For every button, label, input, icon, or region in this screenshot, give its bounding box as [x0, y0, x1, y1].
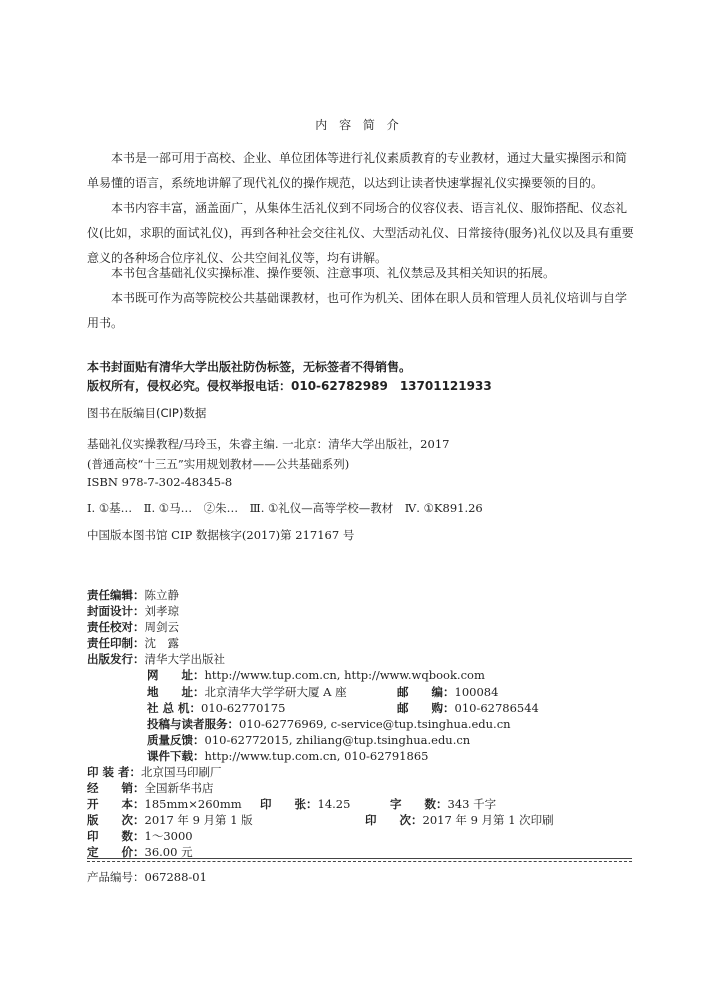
product-code-label: 产品编号：	[87, 870, 145, 884]
credit-label: 印 张：	[260, 797, 318, 811]
credit-value: 北京清华大学学研大厦 A 座	[204, 685, 347, 699]
credit-label: 开 本：	[87, 797, 145, 811]
credit-value: 343 千字	[447, 797, 497, 811]
credit-label: 社 总 机：	[147, 701, 202, 715]
credit-label: 出版发行：	[87, 652, 145, 666]
credit-label: 印 数：	[87, 829, 145, 843]
spec-printing	[365, 809, 554, 828]
credit-label: 质量反馈：	[147, 733, 205, 747]
credit-label: 投稿与读者服务：	[147, 717, 239, 731]
credit-label: 网 址：	[147, 668, 205, 682]
summary-title: 内 容 简 介	[315, 118, 403, 132]
summary-paragraph-3: 本书包含基础礼仪实操标准、操作要领、注意事项、礼仪禁忌及其相关知识的拓展。	[111, 266, 556, 280]
credit-value: 全国新华书店	[144, 781, 214, 795]
credit-value: 陈立静	[144, 588, 179, 602]
spec-sheets	[260, 793, 350, 812]
credit-value: 185mm×260mm	[144, 797, 242, 811]
cip-heading: 图书在版编目(CIP)数据	[87, 406, 207, 420]
credit-label: 封面设计：	[87, 604, 145, 618]
cip-series-line: (普通高校“十三五”实用规划教材——公共基础系列)	[87, 457, 350, 471]
credit-value: 2017 年 9 月第 1 版	[144, 813, 253, 827]
cip-title-line: 基础礼仪实操教程/马玲玉，朱睿主编. 一北京：清华大学出版社，2017	[87, 437, 450, 451]
credit-value: 010-62770175	[201, 701, 286, 715]
credit-label: 字 数：	[390, 797, 448, 811]
credit-value: 100084	[454, 685, 499, 699]
copyright-notice: 版权所有，侵权必究。侵权举报电话：010-62782989 13701121933	[87, 379, 492, 393]
credit-label: 邮 购：	[397, 701, 455, 715]
credit-value: 周剑云	[144, 620, 179, 634]
credit-label: 版 次：	[87, 813, 145, 827]
credit-label: 邮 编：	[397, 685, 455, 699]
cip-record-number: 中国版本图书馆 CIP 数据核字(2017)第 217167 号	[87, 528, 355, 542]
credit-label: 经 销：	[87, 781, 145, 795]
credit-value: 14.25	[317, 797, 351, 811]
credit-value: 刘孝琼	[144, 604, 179, 618]
credit-value: 010-62786544	[454, 701, 539, 715]
credit-label: 地 址：	[147, 685, 205, 699]
credit-label: 责任印制：	[87, 636, 145, 650]
divider-rule-dashed	[87, 861, 632, 862]
cip-classification: Ⅰ. ①基… Ⅱ. ①马… ②朱… Ⅲ. ①礼仪—高等学校—教材 Ⅳ. ①K891.26	[87, 501, 483, 515]
credit-value: 010-62776969, c-service@tup.tsinghua.edu.cn	[239, 717, 511, 731]
summary-paragraph-4: 本书既可作为高等院校公共基础课教材，也可作为机关、团体在职人员和管理人员礼仪培训与自学用书。	[87, 291, 628, 330]
summary-paragraph-1: 本书是一部可用于高校、企业、单位团体等进行礼仪素质教育的专业教材，通过大量实操图示和简单易懂的语言，系统地讲解了现代礼仪的操作规范，以达到让读者快速掌握礼仪实操要领的目的。	[87, 151, 628, 190]
credit-label: 印 装 者：	[87, 765, 142, 779]
credit-label: 定 价：	[87, 845, 145, 859]
product-code-value: 067288-01	[144, 870, 207, 884]
credit-label: 责任编辑：	[87, 588, 145, 602]
credit-value: 36.00 元	[144, 845, 193, 859]
credit-label: 课件下载：	[147, 749, 205, 763]
summary-paragraph-2: 本书内容丰富，涵盖面广，从集体生活礼仪到不同场合的仪容仪表、语言礼仪、服饰搭配、仪态礼仪(比如，求职的面试礼仪)，再到各种社会交往礼仪、大型活动礼仪、日常接待(服务)礼仪以及具有重要意义的各种场合位序礼仪、公共空间礼仪等，均有讲解。	[87, 201, 634, 265]
credit-value: 010-62772015, zhiliang@tup.tsinghua.edu.cn	[204, 733, 471, 747]
credit-value: 1～3000	[144, 829, 193, 843]
credit-label: 责任校对：	[87, 620, 145, 634]
cip-isbn: ISBN 978-7-302-48345-8	[87, 475, 233, 489]
product-code	[87, 866, 207, 885]
credit-value: http://www.tup.com.cn, http://www.wqbook.com	[204, 668, 485, 682]
credit-value: http://www.tup.com.cn, 010-62791865	[204, 749, 429, 763]
credit-value: 北京国马印刷厂	[141, 765, 222, 779]
credit-value: 2017 年 9 月第 1 次印刷	[422, 813, 554, 827]
divider-rule-solid	[87, 858, 632, 859]
credit-value: 清华大学出版社	[144, 652, 225, 666]
credit-label: 印 次：	[365, 813, 423, 827]
anti-counterfeit-notice: 本书封面贴有清华大学出版社防伪标签，无标签者不得销售。	[87, 360, 412, 374]
credit-value: 沈 露	[144, 636, 179, 650]
